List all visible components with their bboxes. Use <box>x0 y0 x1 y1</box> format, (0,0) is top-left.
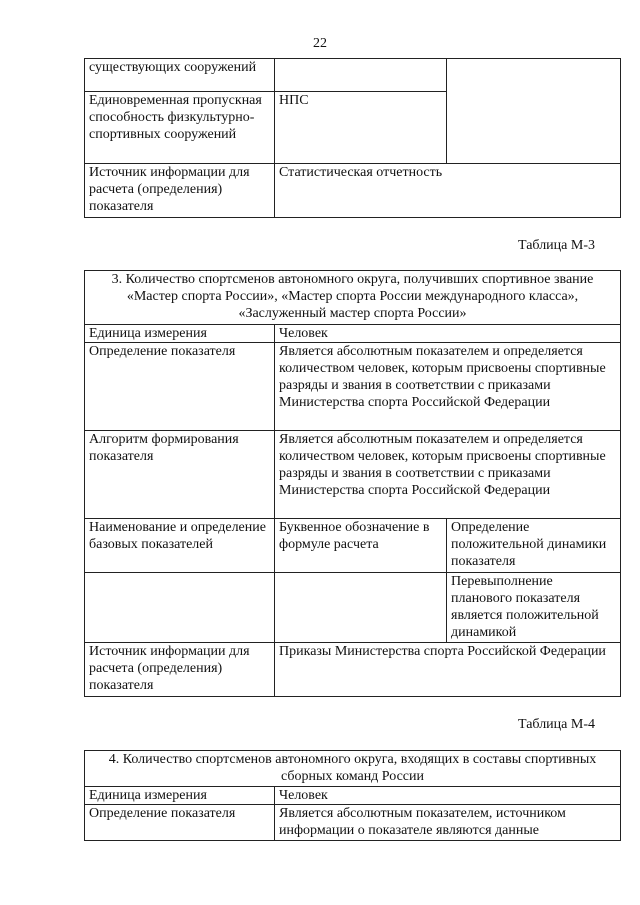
definition-value: Является абсолютным показателем и определяется количеством человек, которым присвоены спортивные разряды и звания в соответствии с приказами Министерства спорта Российской Федерации <box>275 343 621 431</box>
source-label: Источник информации для расчета (определения) показателя <box>85 164 275 218</box>
definition-label: Определение показателя <box>85 343 275 431</box>
algorithm-value: Является абсолютным показателем и определяется количеством человек, которым присвоены спортивные разряды и звания в соответствии с приказами Министерства спорта Российской Федерации <box>275 431 621 519</box>
base-indicators-label: Наименование и определение базовых показателей <box>85 519 275 573</box>
row-value: НПС <box>275 92 447 164</box>
unit-label: Единица измерения <box>85 787 275 805</box>
unit-value: Человек <box>275 787 621 805</box>
source-value: Статистическая отчетность <box>275 164 621 218</box>
table-m4 <box>84 750 621 841</box>
row-label: существующих сооружений <box>85 59 275 92</box>
table-m3 <box>84 270 621 697</box>
unit-label: Единица измерения <box>85 325 275 343</box>
definition-value: Является абсолютным показателем, источником информации о показателе являются данные <box>275 805 621 841</box>
table-title: 3. Количество спортсменов автономного округа, получивших спортивное звание «Мастер спорта России», «Мастер спорта России международного класса», «Заслуженный мастер спорта России» <box>85 271 621 325</box>
algorithm-label: Алгоритм формирования показателя <box>85 431 275 519</box>
formula-notation-header: Буквенное обозначение в формуле расчета <box>275 519 447 573</box>
source-value: Приказы Министерства спорта Российской Федерации <box>275 643 621 697</box>
unit-value: Человек <box>275 325 621 343</box>
continued-table <box>84 58 621 218</box>
row-label: Единовременная пропускная способность физкультурно-спортивных сооружений <box>85 92 275 164</box>
row-value-empty <box>275 59 447 92</box>
dynamics-header: Определение положительной динамики показателя <box>447 519 621 573</box>
empty-cell <box>275 573 447 643</box>
empty-cell <box>85 573 275 643</box>
source-label: Источник информации для расчета (определения) показателя <box>85 643 275 697</box>
definition-label: Определение показателя <box>85 805 275 841</box>
row-extra-empty <box>447 59 621 164</box>
table-caption-m4: Таблица М-4 <box>518 717 595 732</box>
table-caption-m3: Таблица М-3 <box>518 238 595 253</box>
page-number: 22 <box>313 36 327 51</box>
dynamics-value: Перевыполнение планового показателя является положительной динамикой <box>447 573 621 643</box>
table-title: 4. Количество спортсменов автономного округа, входящих в составы спортивных сборных команд России <box>85 751 621 787</box>
